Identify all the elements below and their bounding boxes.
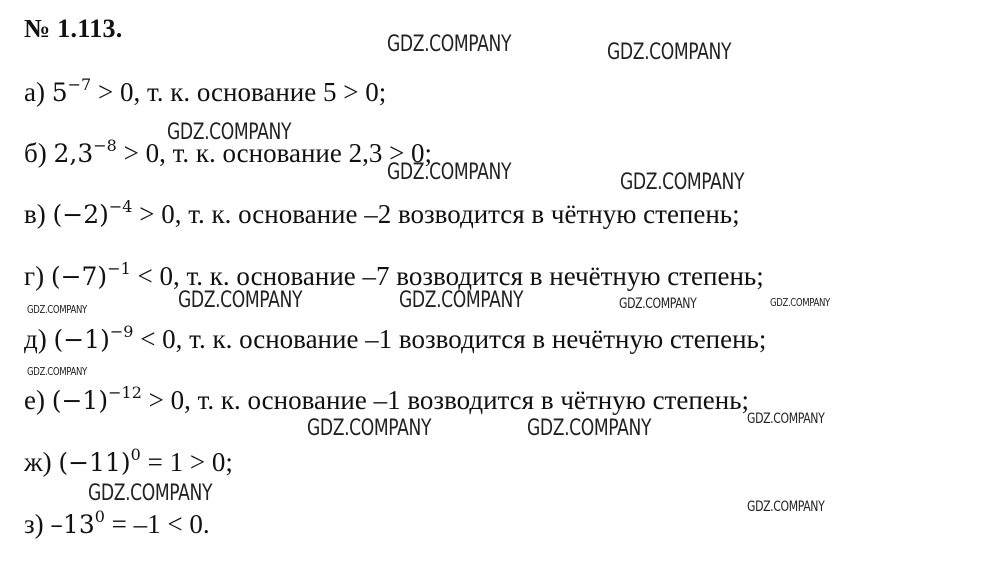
watermark: GDZ.COMPANY: [747, 411, 825, 427]
power-base: (−2): [52, 200, 109, 229]
power-expression: [50, 507, 105, 539]
watermark: GDZ.COMPANY: [387, 160, 512, 185]
watermark: GDZ.COMPANY: [607, 40, 732, 65]
item-a: [24, 75, 387, 107]
watermark: GDZ.COMPANY: [387, 32, 512, 57]
power-base: 5: [51, 78, 68, 107]
item-label: г): [24, 261, 51, 291]
power-exponent: −12: [108, 383, 142, 402]
power-exponent: 0: [94, 507, 105, 526]
item-label: з): [24, 509, 51, 539]
problem-number: № 1.113.: [24, 14, 123, 43]
watermark: GDZ.COMPANY: [399, 288, 524, 313]
power-base: (−1): [51, 386, 109, 415]
watermark: GDZ.COMPANY: [747, 499, 825, 515]
item-label: б): [24, 138, 54, 168]
item-text: = 1 > 0;: [140, 447, 233, 477]
watermark: GDZ.COMPANY: [27, 365, 87, 378]
power-exponent: −8: [93, 136, 117, 155]
watermark: GDZ.COMPANY: [619, 296, 697, 312]
power-expression: [50, 259, 131, 291]
watermark: GDZ.COMPANY: [88, 481, 213, 506]
watermark: GDZ.COMPANY: [770, 296, 830, 309]
watermark: GDZ.COMPANY: [178, 288, 303, 313]
item-text: < 0, т. к. основание –1 возводится в нечётную степень;: [133, 324, 767, 354]
item-v: [24, 197, 740, 229]
item-label: а): [24, 77, 52, 107]
power-base: (−11): [58, 448, 131, 477]
power-exponent: −7: [67, 75, 92, 94]
power-base: (−1): [53, 325, 110, 354]
watermark: GDZ.COMPANY: [527, 416, 652, 441]
power-exponent: −1: [107, 259, 131, 278]
watermark: GDZ.COMPANY: [167, 120, 292, 145]
watermark: GDZ.COMPANY: [307, 416, 432, 441]
item-label: д): [24, 324, 54, 354]
item-e: [24, 383, 750, 415]
power-expression: [53, 322, 134, 354]
item-text: = –1 < 0.: [104, 509, 210, 539]
item-label: ж): [24, 447, 59, 477]
item-text: < 0, т. к. основание –7 возводится в нечётную степень;: [130, 261, 764, 291]
watermark: GDZ.COMPANY: [620, 170, 745, 195]
power-expression: [51, 75, 92, 107]
power-expression: [53, 136, 117, 168]
power-exponent: −4: [108, 197, 133, 216]
item-label: в): [24, 199, 53, 229]
power-base: (−7): [50, 262, 108, 291]
watermark: GDZ.COMPANY: [27, 303, 87, 316]
power-exponent: 0: [130, 445, 141, 464]
power-expression: [52, 197, 133, 229]
item-text: > 0, т. к. основание 5 > 0;: [91, 77, 387, 107]
item-d: [24, 322, 767, 354]
item-label: е): [24, 385, 52, 415]
power-base: –13: [50, 510, 95, 539]
item-z: [24, 507, 210, 539]
power-expression: [51, 383, 142, 415]
item-text: > 0, т. к. основание –2 возводится в чётную степень;: [132, 199, 740, 229]
power-base: 2,3: [53, 139, 94, 168]
item-text: > 0, т. к. основание –1 возводится в чётную степень;: [141, 385, 750, 415]
item-g: [24, 259, 764, 291]
power-expression: [58, 445, 141, 477]
item-text: > 0, т. к. основание 2,3 > 0;: [116, 138, 433, 168]
power-exponent: −9: [109, 322, 134, 341]
item-zh: [24, 445, 233, 477]
